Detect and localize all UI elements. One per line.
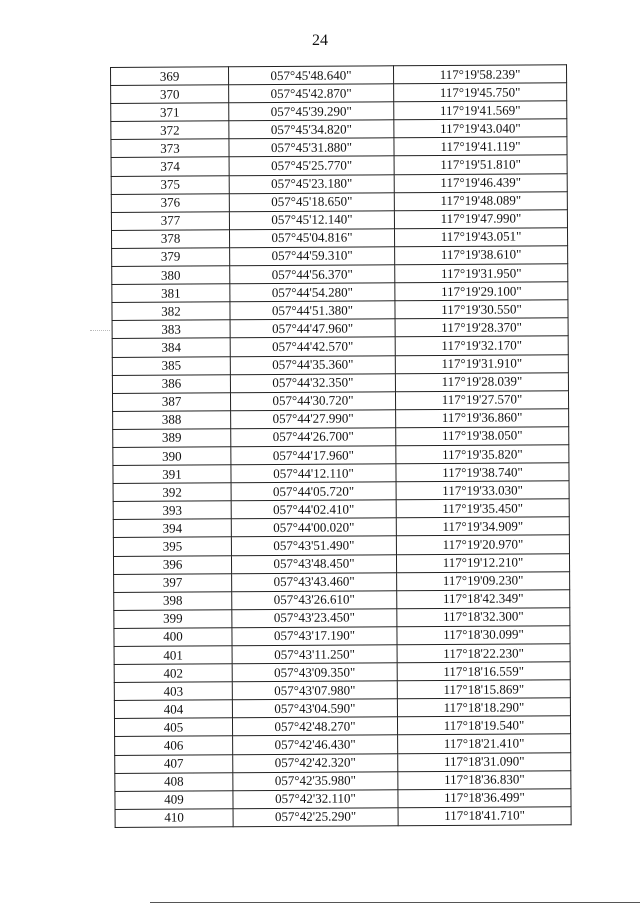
latitude-cell: 057°45'42.870" bbox=[229, 84, 394, 103]
longitude-cell: 117°19'41.569" bbox=[394, 101, 567, 120]
longitude-cell: 117°19'31.910" bbox=[395, 354, 568, 373]
latitude-cell: 057°44'26.700" bbox=[231, 428, 396, 447]
point-number-cell: 378 bbox=[111, 230, 229, 249]
longitude-cell: 117°19'45.750" bbox=[394, 83, 567, 102]
latitude-cell: 057°44'27.990" bbox=[231, 410, 396, 429]
point-number-cell: 377 bbox=[111, 212, 229, 231]
table-row bbox=[115, 807, 571, 828]
point-number-cell: 372 bbox=[111, 121, 229, 140]
latitude-cell: 057°44'32.350" bbox=[230, 373, 395, 392]
point-number-cell: 399 bbox=[114, 610, 232, 629]
longitude-cell: 117°19'38.050" bbox=[396, 427, 569, 446]
latitude-cell: 057°43'26.610" bbox=[232, 590, 397, 609]
latitude-cell: 057°45'18.650" bbox=[229, 192, 394, 211]
point-number-cell: 403 bbox=[114, 682, 232, 701]
latitude-cell: 057°43'48.450" bbox=[231, 554, 396, 573]
point-number-cell: 387 bbox=[112, 392, 230, 411]
latitude-cell: 057°43'09.350" bbox=[232, 663, 397, 682]
longitude-cell: 117°18'32.300" bbox=[397, 608, 570, 627]
latitude-cell: 057°44'54.280" bbox=[230, 283, 395, 302]
latitude-cell: 057°45'39.290" bbox=[229, 102, 394, 121]
latitude-cell: 057°44'35.360" bbox=[230, 355, 395, 374]
latitude-cell: 057°45'25.770" bbox=[229, 156, 394, 175]
latitude-cell: 057°45'04.816" bbox=[229, 229, 394, 248]
point-number-cell: 408 bbox=[115, 772, 233, 791]
point-number-cell: 386 bbox=[112, 374, 230, 393]
page-number: 24 bbox=[312, 32, 328, 49]
latitude-cell: 057°42'46.430" bbox=[233, 735, 398, 754]
point-number-cell: 371 bbox=[111, 103, 229, 122]
longitude-cell: 117°19'41.119" bbox=[394, 137, 567, 156]
longitude-cell: 117°19'38.610" bbox=[395, 246, 568, 265]
longitude-cell: 117°19'35.820" bbox=[396, 445, 569, 464]
latitude-cell: 057°42'25.290" bbox=[233, 808, 398, 827]
longitude-cell: 117°19'33.030" bbox=[396, 481, 569, 500]
latitude-cell: 057°44'12.110" bbox=[231, 464, 396, 483]
longitude-cell: 117°19'58.239" bbox=[393, 65, 566, 84]
point-number-cell: 398 bbox=[114, 591, 232, 610]
point-number-cell: 390 bbox=[113, 447, 231, 466]
latitude-cell: 057°42'48.270" bbox=[232, 717, 397, 736]
point-number-cell: 389 bbox=[113, 429, 231, 448]
point-number-cell: 395 bbox=[113, 537, 231, 556]
latitude-cell: 057°44'02.410" bbox=[231, 500, 396, 519]
latitude-cell: 057°44'47.960" bbox=[230, 319, 395, 338]
latitude-cell: 057°43'07.980" bbox=[232, 681, 397, 700]
latitude-cell: 057°42'42.320" bbox=[233, 753, 398, 772]
longitude-cell: 117°19'20.970" bbox=[396, 535, 569, 554]
point-number-cell: 400 bbox=[114, 628, 232, 647]
point-number-cell: 405 bbox=[114, 718, 232, 737]
point-number-cell: 374 bbox=[111, 157, 229, 176]
longitude-cell: 117°18'30.099" bbox=[397, 626, 570, 645]
longitude-cell: 117°19'48.089" bbox=[394, 191, 567, 210]
point-number-cell: 381 bbox=[112, 284, 230, 303]
point-number-cell: 383 bbox=[112, 320, 230, 339]
point-number-cell: 410 bbox=[115, 809, 233, 828]
longitude-cell: 117°19'31.950" bbox=[395, 264, 568, 283]
latitude-cell: 057°44'17.960" bbox=[231, 446, 396, 465]
longitude-cell: 117°19'27.570" bbox=[395, 390, 568, 409]
longitude-cell: 117°19'43.051" bbox=[394, 228, 567, 247]
longitude-cell: 117°18'31.090" bbox=[398, 752, 571, 771]
longitude-cell: 117°19'12.210" bbox=[396, 553, 569, 572]
longitude-cell: 117°19'47.990" bbox=[394, 209, 567, 228]
point-number-cell: 409 bbox=[115, 791, 233, 810]
longitude-cell: 117°18'15.869" bbox=[397, 680, 570, 699]
coordinates-table bbox=[110, 64, 572, 828]
point-number-cell: 388 bbox=[113, 411, 231, 430]
bottom-edge-line bbox=[150, 902, 640, 903]
longitude-cell: 117°19'35.450" bbox=[396, 499, 569, 518]
point-number-cell: 379 bbox=[112, 248, 230, 267]
longitude-cell: 117°18'36.499" bbox=[398, 788, 571, 807]
point-number-cell: 376 bbox=[111, 193, 229, 212]
longitude-cell: 117°19'51.810" bbox=[394, 155, 567, 174]
point-number-cell: 375 bbox=[111, 175, 229, 194]
latitude-cell: 057°43'23.450" bbox=[232, 609, 397, 628]
longitude-cell: 117°19'38.740" bbox=[396, 463, 569, 482]
latitude-cell: 057°44'56.370" bbox=[230, 265, 395, 284]
latitude-cell: 057°43'11.250" bbox=[232, 645, 397, 664]
latitude-cell: 057°44'05.720" bbox=[231, 482, 396, 501]
latitude-cell: 057°43'43.460" bbox=[232, 572, 397, 591]
point-number-cell: 397 bbox=[114, 573, 232, 592]
latitude-cell: 057°44'30.720" bbox=[230, 391, 395, 410]
latitude-cell: 057°44'59.310" bbox=[230, 247, 395, 266]
point-number-cell: 385 bbox=[112, 356, 230, 375]
longitude-cell: 117°18'41.710" bbox=[398, 807, 571, 826]
longitude-cell: 117°18'21.410" bbox=[398, 734, 571, 753]
point-number-cell: 407 bbox=[115, 754, 233, 773]
longitude-cell: 117°19'29.100" bbox=[395, 282, 568, 301]
latitude-cell: 057°43'17.190" bbox=[232, 627, 397, 646]
latitude-cell: 057°44'00.020" bbox=[231, 518, 396, 537]
latitude-cell: 057°45'12.140" bbox=[229, 211, 394, 230]
point-number-cell: 401 bbox=[114, 646, 232, 665]
longitude-cell: 117°18'42.349" bbox=[397, 589, 570, 608]
latitude-cell: 057°42'35.980" bbox=[233, 771, 398, 790]
longitude-cell: 117°19'09.230" bbox=[397, 571, 570, 590]
longitude-cell: 117°19'30.550" bbox=[395, 300, 568, 319]
point-number-cell: 396 bbox=[113, 555, 231, 574]
longitude-cell: 117°19'28.370" bbox=[395, 318, 568, 337]
latitude-cell: 057°45'23.180" bbox=[229, 174, 394, 193]
scan-speck bbox=[90, 330, 110, 333]
point-number-cell: 380 bbox=[112, 266, 230, 285]
point-number-cell: 394 bbox=[113, 519, 231, 538]
point-number-cell: 393 bbox=[113, 501, 231, 520]
point-number-cell: 369 bbox=[111, 67, 229, 86]
latitude-cell: 057°44'51.380" bbox=[230, 301, 395, 320]
latitude-cell: 057°45'31.880" bbox=[229, 138, 394, 157]
latitude-cell: 057°43'04.590" bbox=[232, 699, 397, 718]
coordinates-table-body bbox=[111, 65, 572, 828]
point-number-cell: 406 bbox=[115, 736, 233, 755]
longitude-cell: 117°19'36.860" bbox=[396, 408, 569, 427]
point-number-cell: 382 bbox=[112, 302, 230, 321]
longitude-cell: 117°18'19.540" bbox=[397, 716, 570, 735]
longitude-cell: 117°18'16.559" bbox=[397, 662, 570, 681]
latitude-cell: 057°43'51.490" bbox=[231, 536, 396, 555]
latitude-cell: 057°42'32.110" bbox=[233, 790, 398, 809]
point-number-cell: 392 bbox=[113, 483, 231, 502]
longitude-cell: 117°19'43.040" bbox=[394, 119, 567, 138]
latitude-cell: 057°45'48.640" bbox=[229, 66, 394, 85]
latitude-cell: 057°45'34.820" bbox=[229, 120, 394, 139]
longitude-cell: 117°19'46.439" bbox=[394, 173, 567, 192]
point-number-cell: 402 bbox=[114, 664, 232, 683]
longitude-cell: 117°19'34.909" bbox=[396, 517, 569, 536]
point-number-cell: 391 bbox=[113, 465, 231, 484]
longitude-cell: 117°19'28.039" bbox=[395, 372, 568, 391]
latitude-cell: 057°44'42.570" bbox=[230, 337, 395, 356]
point-number-cell: 384 bbox=[112, 338, 230, 357]
longitude-cell: 117°18'18.290" bbox=[397, 698, 570, 717]
longitude-cell: 117°18'22.230" bbox=[397, 644, 570, 663]
point-number-cell: 370 bbox=[111, 85, 229, 104]
point-number-cell: 404 bbox=[114, 700, 232, 719]
longitude-cell: 117°18'36.830" bbox=[398, 770, 571, 789]
point-number-cell: 373 bbox=[111, 139, 229, 158]
longitude-cell: 117°19'32.170" bbox=[395, 336, 568, 355]
